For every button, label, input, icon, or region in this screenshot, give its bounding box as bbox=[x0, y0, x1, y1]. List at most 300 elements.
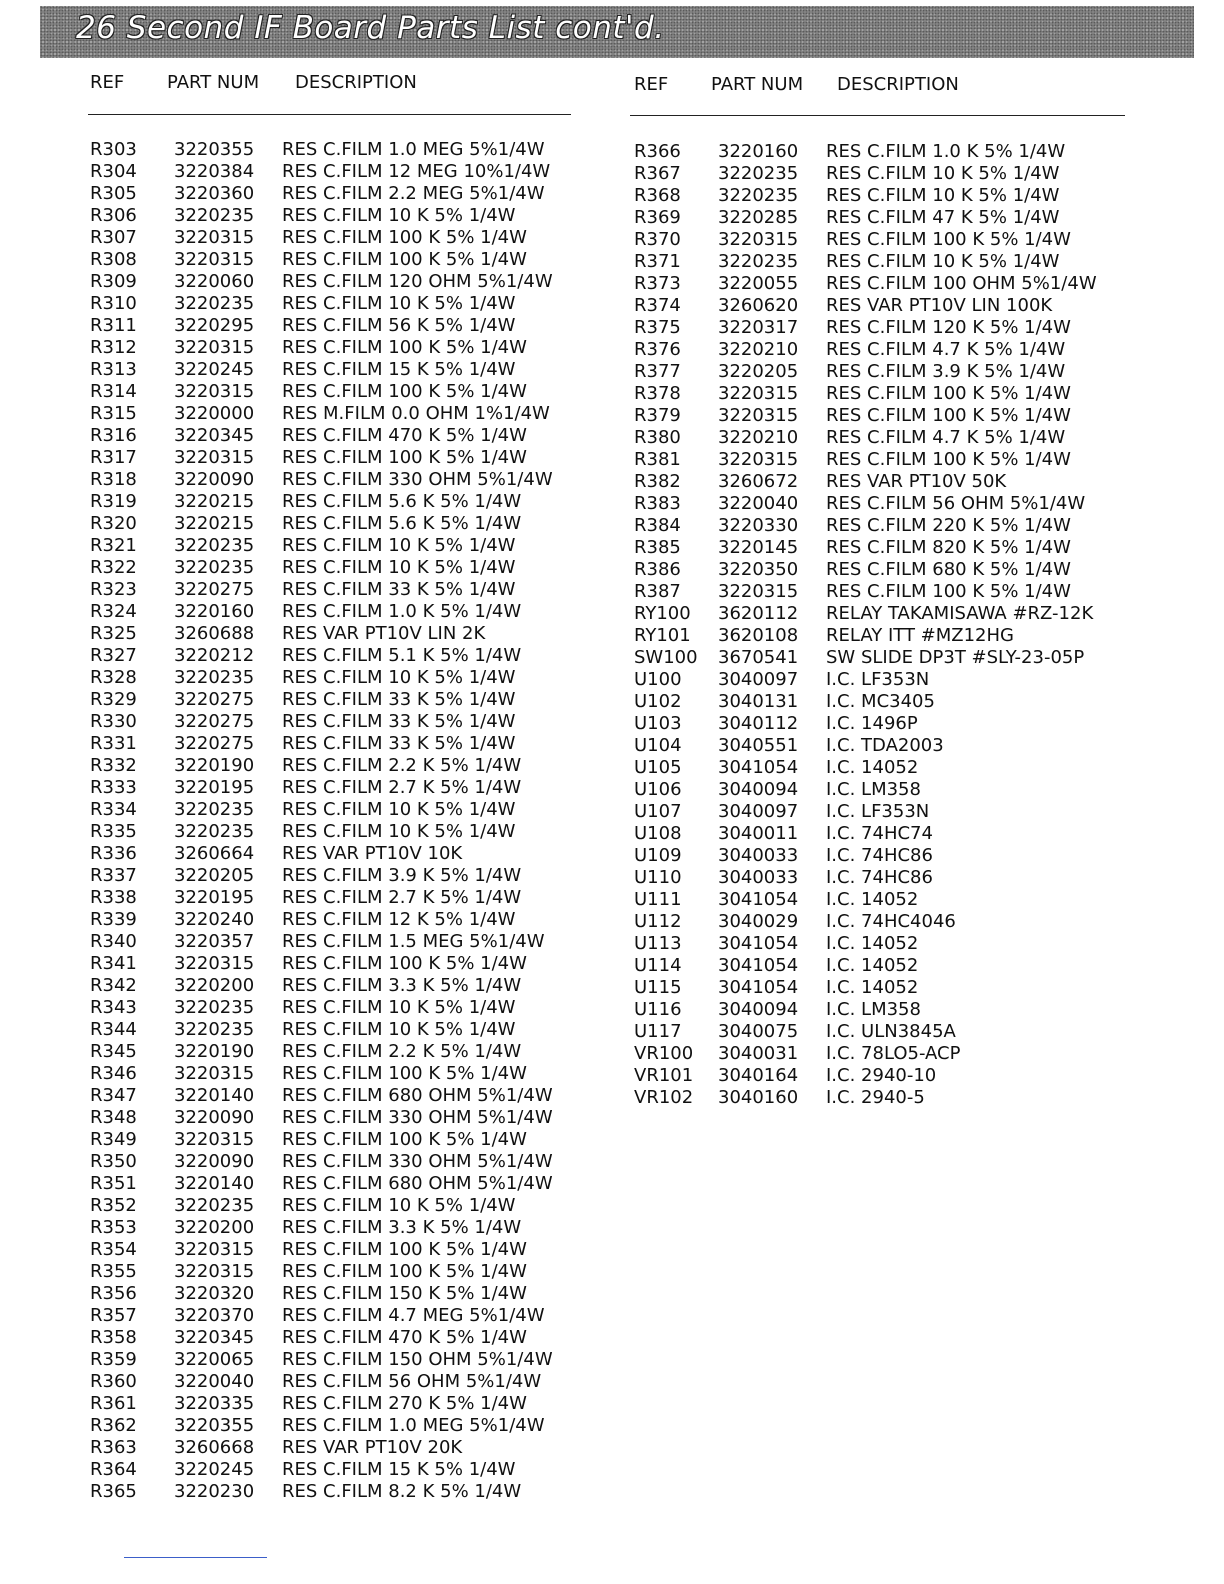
table-row bbox=[630, 427, 1130, 449]
part-number: 3041054 bbox=[718, 933, 799, 954]
table-row bbox=[630, 603, 1130, 625]
part-ref: R363 bbox=[90, 1437, 137, 1458]
part-description: RES C.FILM 1.0 K 5% 1/4W bbox=[826, 141, 1066, 162]
part-ref: U115 bbox=[634, 977, 682, 998]
part-description: RES C.FILM 100 K 5% 1/4W bbox=[282, 1261, 527, 1282]
part-description: I.C. 74HC4046 bbox=[826, 911, 956, 932]
table-row bbox=[90, 711, 570, 733]
table-row bbox=[90, 865, 570, 887]
part-ref: R346 bbox=[90, 1063, 137, 1084]
right-header-description: DESCRIPTION bbox=[837, 74, 959, 95]
part-description: RES C.FILM 4.7 K 5% 1/4W bbox=[826, 339, 1066, 360]
table-row bbox=[630, 383, 1130, 405]
part-ref: R324 bbox=[90, 601, 137, 622]
part-description: RES C.FILM 5.6 K 5% 1/4W bbox=[282, 491, 522, 512]
part-number: 3040112 bbox=[718, 713, 799, 734]
page-title: 26 Second IF Board Parts List cont'd. bbox=[76, 10, 665, 46]
part-ref: U102 bbox=[634, 691, 682, 712]
part-ref: R318 bbox=[90, 469, 137, 490]
part-ref: R305 bbox=[90, 183, 137, 204]
part-description: I.C. 2940-5 bbox=[826, 1087, 925, 1108]
part-description: RES C.FILM 100 K 5% 1/4W bbox=[826, 229, 1071, 250]
part-description: RES C.FILM 120 OHM 5%1/4W bbox=[282, 271, 553, 292]
part-description: RES C.FILM 1.0 MEG 5%1/4W bbox=[282, 1415, 545, 1436]
table-row bbox=[630, 449, 1130, 471]
part-ref: R343 bbox=[90, 997, 137, 1018]
table-row bbox=[630, 537, 1130, 559]
table-row bbox=[630, 405, 1130, 427]
part-number: 3040131 bbox=[718, 691, 799, 712]
part-description: RES C.FILM 12 K 5% 1/4W bbox=[282, 909, 516, 930]
part-number: 3620108 bbox=[718, 625, 799, 646]
table-row bbox=[90, 1415, 570, 1437]
table-row bbox=[630, 141, 1130, 163]
table-row bbox=[630, 493, 1130, 515]
table-row bbox=[90, 161, 570, 183]
part-ref: R366 bbox=[634, 141, 681, 162]
part-description: RES C.FILM 10 K 5% 1/4W bbox=[282, 557, 516, 578]
part-number: 3220090 bbox=[174, 1151, 255, 1172]
table-row bbox=[90, 645, 570, 667]
part-number: 3220315 bbox=[174, 1129, 255, 1150]
part-description: RES C.FILM 150 OHM 5%1/4W bbox=[282, 1349, 553, 1370]
part-ref: R356 bbox=[90, 1283, 137, 1304]
part-description: RES C.FILM 680 OHM 5%1/4W bbox=[282, 1085, 553, 1106]
part-ref: SW100 bbox=[634, 647, 698, 668]
part-ref: R357 bbox=[90, 1305, 137, 1326]
part-ref: R315 bbox=[90, 403, 137, 424]
part-number: 3220235 bbox=[174, 821, 255, 842]
part-description: RES C.FILM 56 OHM 5%1/4W bbox=[826, 493, 1086, 514]
part-number: 3220320 bbox=[174, 1283, 255, 1304]
part-ref: R351 bbox=[90, 1173, 137, 1194]
part-ref: R342 bbox=[90, 975, 137, 996]
part-ref: U114 bbox=[634, 955, 682, 976]
part-description: RES C.FILM 330 OHM 5%1/4W bbox=[282, 1107, 553, 1128]
part-number: 3220315 bbox=[174, 249, 255, 270]
part-description: I.C. MC3405 bbox=[826, 691, 935, 712]
part-description: RES C.FILM 100 OHM 5%1/4W bbox=[826, 273, 1097, 294]
table-row bbox=[630, 977, 1130, 999]
table-row bbox=[90, 491, 570, 513]
part-description: RES C.FILM 100 K 5% 1/4W bbox=[282, 447, 527, 468]
table-row bbox=[630, 801, 1130, 823]
part-description: RES C.FILM 10 K 5% 1/4W bbox=[282, 205, 516, 226]
part-ref: R355 bbox=[90, 1261, 137, 1282]
part-number: 3040094 bbox=[718, 999, 799, 1020]
table-row bbox=[90, 821, 570, 843]
part-description: RES C.FILM 56 OHM 5%1/4W bbox=[282, 1371, 542, 1392]
part-number: 3220235 bbox=[174, 799, 255, 820]
part-description: RES VAR PT10V LIN 100K bbox=[826, 295, 1053, 316]
table-row bbox=[90, 1305, 570, 1327]
table-row bbox=[630, 845, 1130, 867]
part-number: 3220160 bbox=[718, 141, 799, 162]
table-row bbox=[90, 1085, 570, 1107]
part-ref: U111 bbox=[634, 889, 682, 910]
part-description: RES M.FILM 0.0 OHM 1%1/4W bbox=[282, 403, 550, 424]
part-number: 3260664 bbox=[174, 843, 255, 864]
part-ref: R323 bbox=[90, 579, 137, 600]
table-row bbox=[90, 249, 570, 271]
part-description: I.C. 14052 bbox=[826, 933, 919, 954]
table-row bbox=[90, 689, 570, 711]
table-row bbox=[630, 647, 1130, 669]
part-ref: R341 bbox=[90, 953, 137, 974]
part-number: 3220384 bbox=[174, 161, 255, 182]
part-description: RES C.FILM 100 K 5% 1/4W bbox=[282, 227, 527, 248]
part-number: 3220357 bbox=[174, 931, 255, 952]
part-ref: R327 bbox=[90, 645, 137, 666]
part-number: 3670541 bbox=[718, 647, 799, 668]
part-number: 3040164 bbox=[718, 1065, 799, 1086]
part-ref: R316 bbox=[90, 425, 137, 446]
part-ref: R373 bbox=[634, 273, 681, 294]
part-number: 3220355 bbox=[174, 1415, 255, 1436]
part-description: RES C.FILM 100 K 5% 1/4W bbox=[282, 381, 527, 402]
part-number: 3220090 bbox=[174, 1107, 255, 1128]
table-row bbox=[630, 691, 1130, 713]
table-row bbox=[90, 953, 570, 975]
part-number: 3040094 bbox=[718, 779, 799, 800]
part-description: RES C.FILM 33 K 5% 1/4W bbox=[282, 579, 516, 600]
part-number: 3041054 bbox=[718, 955, 799, 976]
part-description: RELAY ITT #MZ12HG bbox=[826, 625, 1014, 646]
part-ref: R317 bbox=[90, 447, 137, 468]
part-description: I.C. TDA2003 bbox=[826, 735, 944, 756]
part-ref: R376 bbox=[634, 339, 681, 360]
part-ref: R303 bbox=[90, 139, 137, 160]
table-row bbox=[90, 1063, 570, 1085]
part-description: RES C.FILM 15 K 5% 1/4W bbox=[282, 1459, 516, 1480]
part-description: RES C.FILM 470 K 5% 1/4W bbox=[282, 425, 527, 446]
table-row bbox=[630, 625, 1130, 647]
table-row bbox=[90, 359, 570, 381]
part-description: RES C.FILM 10 K 5% 1/4W bbox=[282, 799, 516, 820]
part-ref: R335 bbox=[90, 821, 137, 842]
right-header-rule bbox=[630, 115, 1125, 116]
part-description: I.C. 14052 bbox=[826, 889, 919, 910]
part-number: 3220350 bbox=[718, 559, 799, 580]
part-ref: U104 bbox=[634, 735, 682, 756]
table-row bbox=[90, 843, 570, 865]
table-row bbox=[90, 1349, 570, 1371]
part-ref: R365 bbox=[90, 1481, 137, 1502]
part-number: 3220335 bbox=[174, 1393, 255, 1414]
part-description: RES C.FILM 2.2 MEG 5%1/4W bbox=[282, 183, 545, 204]
part-ref: R378 bbox=[634, 383, 681, 404]
title-banner bbox=[40, 6, 1194, 58]
part-ref: R368 bbox=[634, 185, 681, 206]
part-number: 3220315 bbox=[174, 1239, 255, 1260]
part-number: 3220285 bbox=[718, 207, 799, 228]
part-number: 3220200 bbox=[174, 1217, 255, 1238]
table-row bbox=[630, 779, 1130, 801]
part-number: 3220315 bbox=[174, 1063, 255, 1084]
table-row bbox=[90, 733, 570, 755]
table-row bbox=[90, 1371, 570, 1393]
table-row bbox=[90, 1173, 570, 1195]
part-description: RES C.FILM 10 K 5% 1/4W bbox=[826, 163, 1060, 184]
part-ref: R331 bbox=[90, 733, 137, 754]
table-row bbox=[90, 1437, 570, 1459]
part-ref: R371 bbox=[634, 251, 681, 272]
part-description: I.C. 74HC86 bbox=[826, 845, 933, 866]
part-ref: R339 bbox=[90, 909, 137, 930]
table-row bbox=[630, 823, 1130, 845]
left-header-part-num: PART NUM bbox=[167, 72, 260, 93]
part-description: I.C. 1496P bbox=[826, 713, 918, 734]
table-row bbox=[630, 1087, 1130, 1109]
part-number: 3220275 bbox=[174, 689, 255, 710]
part-description: RES C.FILM 10 K 5% 1/4W bbox=[282, 1019, 516, 1040]
part-number: 3220055 bbox=[718, 273, 799, 294]
part-ref: R340 bbox=[90, 931, 137, 952]
part-ref: R384 bbox=[634, 515, 681, 536]
part-ref: R338 bbox=[90, 887, 137, 908]
part-description: I.C. LF353N bbox=[826, 801, 930, 822]
part-description: RES C.FILM 15 K 5% 1/4W bbox=[282, 359, 516, 380]
table-row bbox=[90, 469, 570, 491]
table-row bbox=[90, 337, 570, 359]
part-description: RES C.FILM 820 K 5% 1/4W bbox=[826, 537, 1071, 558]
table-row bbox=[630, 911, 1130, 933]
part-description: RES C.FILM 100 K 5% 1/4W bbox=[282, 1129, 527, 1150]
part-ref: U107 bbox=[634, 801, 682, 822]
part-number: 3040031 bbox=[718, 1043, 799, 1064]
table-row bbox=[630, 361, 1130, 383]
part-number: 3041054 bbox=[718, 977, 799, 998]
part-ref: R350 bbox=[90, 1151, 137, 1172]
part-description: RES C.FILM 100 K 5% 1/4W bbox=[826, 405, 1071, 426]
table-row bbox=[90, 139, 570, 161]
part-description: RES C.FILM 3.3 K 5% 1/4W bbox=[282, 975, 522, 996]
part-ref: R375 bbox=[634, 317, 681, 338]
part-ref: R334 bbox=[90, 799, 137, 820]
part-description: I.C. LF353N bbox=[826, 669, 930, 690]
table-row bbox=[90, 777, 570, 799]
part-number: 3220215 bbox=[174, 491, 255, 512]
part-ref: R307 bbox=[90, 227, 137, 248]
table-row bbox=[630, 867, 1130, 889]
part-number: 3220235 bbox=[718, 163, 799, 184]
table-row bbox=[630, 757, 1130, 779]
part-ref: R361 bbox=[90, 1393, 137, 1414]
part-number: 3220315 bbox=[174, 953, 255, 974]
part-ref: R322 bbox=[90, 557, 137, 578]
part-description: RES C.FILM 10 K 5% 1/4W bbox=[282, 293, 516, 314]
part-number: 3220315 bbox=[718, 405, 799, 426]
part-number: 3040075 bbox=[718, 1021, 799, 1042]
part-description: RES C.FILM 120 K 5% 1/4W bbox=[826, 317, 1071, 338]
part-description: RES C.FILM 10 K 5% 1/4W bbox=[282, 667, 516, 688]
table-row bbox=[90, 931, 570, 953]
part-ref: U109 bbox=[634, 845, 682, 866]
part-description: RELAY TAKAMISAWA #RZ-12K bbox=[826, 603, 1094, 624]
part-number: 3040097 bbox=[718, 669, 799, 690]
table-row bbox=[90, 1283, 570, 1305]
part-number: 3220195 bbox=[174, 777, 255, 798]
part-ref: R348 bbox=[90, 1107, 137, 1128]
part-number: 3220160 bbox=[174, 601, 255, 622]
part-ref: R345 bbox=[90, 1041, 137, 1062]
table-row bbox=[90, 579, 570, 601]
part-ref: U105 bbox=[634, 757, 682, 778]
right-header-ref: REF bbox=[634, 74, 669, 95]
part-number: 3220195 bbox=[174, 887, 255, 908]
table-row bbox=[630, 889, 1130, 911]
part-number: 3220235 bbox=[174, 1195, 255, 1216]
part-ref: R308 bbox=[90, 249, 137, 270]
part-ref: R349 bbox=[90, 1129, 137, 1150]
part-ref: R359 bbox=[90, 1349, 137, 1370]
part-ref: R313 bbox=[90, 359, 137, 380]
table-row bbox=[90, 447, 570, 469]
part-description: RES C.FILM 3.9 K 5% 1/4W bbox=[826, 361, 1066, 382]
part-number: 3220205 bbox=[174, 865, 255, 886]
table-row bbox=[630, 1043, 1130, 1065]
part-ref: R311 bbox=[90, 315, 137, 336]
table-row bbox=[90, 997, 570, 1019]
part-description: RES C.FILM 680 OHM 5%1/4W bbox=[282, 1173, 553, 1194]
part-description: RES C.FILM 150 K 5% 1/4W bbox=[282, 1283, 527, 1304]
part-ref: R319 bbox=[90, 491, 137, 512]
table-row bbox=[90, 183, 570, 205]
part-number: 3220317 bbox=[718, 317, 799, 338]
part-number: 3220235 bbox=[174, 997, 255, 1018]
part-ref: U117 bbox=[634, 1021, 682, 1042]
table-row bbox=[90, 513, 570, 535]
part-description: RES C.FILM 5.6 K 5% 1/4W bbox=[282, 513, 522, 534]
part-number: 3260668 bbox=[174, 1437, 255, 1458]
table-row bbox=[630, 515, 1130, 537]
part-number: 3220235 bbox=[174, 535, 255, 556]
part-ref: RY100 bbox=[634, 603, 691, 624]
part-number: 3620112 bbox=[718, 603, 799, 624]
table-row bbox=[90, 1217, 570, 1239]
table-row bbox=[90, 293, 570, 315]
part-number: 3260672 bbox=[718, 471, 799, 492]
table-row bbox=[90, 975, 570, 997]
part-ref: R306 bbox=[90, 205, 137, 226]
part-ref: R309 bbox=[90, 271, 137, 292]
part-description: RES C.FILM 100 K 5% 1/4W bbox=[282, 1063, 527, 1084]
part-number: 3040011 bbox=[718, 823, 799, 844]
part-description: RES C.FILM 1.5 MEG 5%1/4W bbox=[282, 931, 545, 952]
part-description: RES VAR PT10V LIN 2K bbox=[282, 623, 486, 644]
part-description: RES C.FILM 33 K 5% 1/4W bbox=[282, 689, 516, 710]
part-description: RES C.FILM 56 K 5% 1/4W bbox=[282, 315, 516, 336]
table-row bbox=[630, 229, 1130, 251]
part-number: 3260620 bbox=[718, 295, 799, 316]
table-row bbox=[90, 381, 570, 403]
part-description: RES C.FILM 220 K 5% 1/4W bbox=[826, 515, 1071, 536]
part-number: 3220140 bbox=[174, 1085, 255, 1106]
part-ref: R329 bbox=[90, 689, 137, 710]
part-number: 3040029 bbox=[718, 911, 799, 932]
table-row bbox=[630, 669, 1130, 691]
part-ref: R347 bbox=[90, 1085, 137, 1106]
part-number: 3220355 bbox=[174, 139, 255, 160]
table-row bbox=[90, 271, 570, 293]
part-number: 3220315 bbox=[718, 449, 799, 470]
part-ref: VR102 bbox=[634, 1087, 694, 1108]
table-row bbox=[90, 227, 570, 249]
part-description: RES C.FILM 100 K 5% 1/4W bbox=[282, 249, 527, 270]
part-number: 3220200 bbox=[174, 975, 255, 996]
part-description: RES C.FILM 100 K 5% 1/4W bbox=[282, 953, 527, 974]
table-row bbox=[630, 581, 1130, 603]
part-description: RES C.FILM 33 K 5% 1/4W bbox=[282, 733, 516, 754]
part-ref: R379 bbox=[634, 405, 681, 426]
table-row bbox=[630, 317, 1130, 339]
part-ref: R358 bbox=[90, 1327, 137, 1348]
table-row bbox=[90, 623, 570, 645]
part-ref: R320 bbox=[90, 513, 137, 534]
part-ref: U110 bbox=[634, 867, 682, 888]
table-row bbox=[90, 909, 570, 931]
part-description: RES VAR PT10V 20K bbox=[282, 1437, 463, 1458]
part-ref: R360 bbox=[90, 1371, 137, 1392]
part-number: 3220360 bbox=[174, 183, 255, 204]
part-number: 3220245 bbox=[174, 1459, 255, 1480]
part-number: 3040551 bbox=[718, 735, 799, 756]
part-description: RES C.FILM 10 K 5% 1/4W bbox=[826, 251, 1060, 272]
part-number: 3220145 bbox=[718, 537, 799, 558]
part-number: 3220215 bbox=[174, 513, 255, 534]
part-number: 3220210 bbox=[718, 427, 799, 448]
part-ref: R381 bbox=[634, 449, 681, 470]
table-row bbox=[90, 557, 570, 579]
part-ref: U116 bbox=[634, 999, 682, 1020]
part-ref: R310 bbox=[90, 293, 137, 314]
part-description: RES C.FILM 100 K 5% 1/4W bbox=[826, 449, 1071, 470]
table-row bbox=[90, 1107, 570, 1129]
part-ref: R374 bbox=[634, 295, 681, 316]
part-number: 3220090 bbox=[174, 469, 255, 490]
part-description: I.C. 78LO5-ACP bbox=[826, 1043, 961, 1064]
part-description: RES C.FILM 47 K 5% 1/4W bbox=[826, 207, 1060, 228]
part-description: RES C.FILM 100 K 5% 1/4W bbox=[826, 581, 1071, 602]
part-number: 3220315 bbox=[174, 447, 255, 468]
part-number: 3220230 bbox=[174, 1481, 255, 1502]
table-row bbox=[630, 471, 1130, 493]
part-description: RES C.FILM 2.7 K 5% 1/4W bbox=[282, 777, 522, 798]
table-row bbox=[630, 559, 1130, 581]
part-description: I.C. 74HC74 bbox=[826, 823, 933, 844]
table-row bbox=[630, 999, 1130, 1021]
part-description: I.C. 2940-10 bbox=[826, 1065, 937, 1086]
part-description: RES C.FILM 10 K 5% 1/4W bbox=[282, 535, 516, 556]
part-ref: R312 bbox=[90, 337, 137, 358]
part-ref: R352 bbox=[90, 1195, 137, 1216]
table-row bbox=[90, 535, 570, 557]
table-row bbox=[90, 1327, 570, 1349]
part-number: 3220315 bbox=[174, 337, 255, 358]
table-row bbox=[630, 933, 1130, 955]
part-description: RES C.FILM 4.7 MEG 5%1/4W bbox=[282, 1305, 545, 1326]
table-row bbox=[90, 315, 570, 337]
part-number: 3220370 bbox=[174, 1305, 255, 1326]
part-ref: R380 bbox=[634, 427, 681, 448]
part-description: RES C.FILM 680 K 5% 1/4W bbox=[826, 559, 1071, 580]
part-number: 3220040 bbox=[174, 1371, 255, 1392]
table-row bbox=[630, 735, 1130, 757]
part-number: 3040097 bbox=[718, 801, 799, 822]
right-header-part-num: PART NUM bbox=[711, 74, 804, 95]
part-ref: R369 bbox=[634, 207, 681, 228]
part-number: 3220330 bbox=[718, 515, 799, 536]
